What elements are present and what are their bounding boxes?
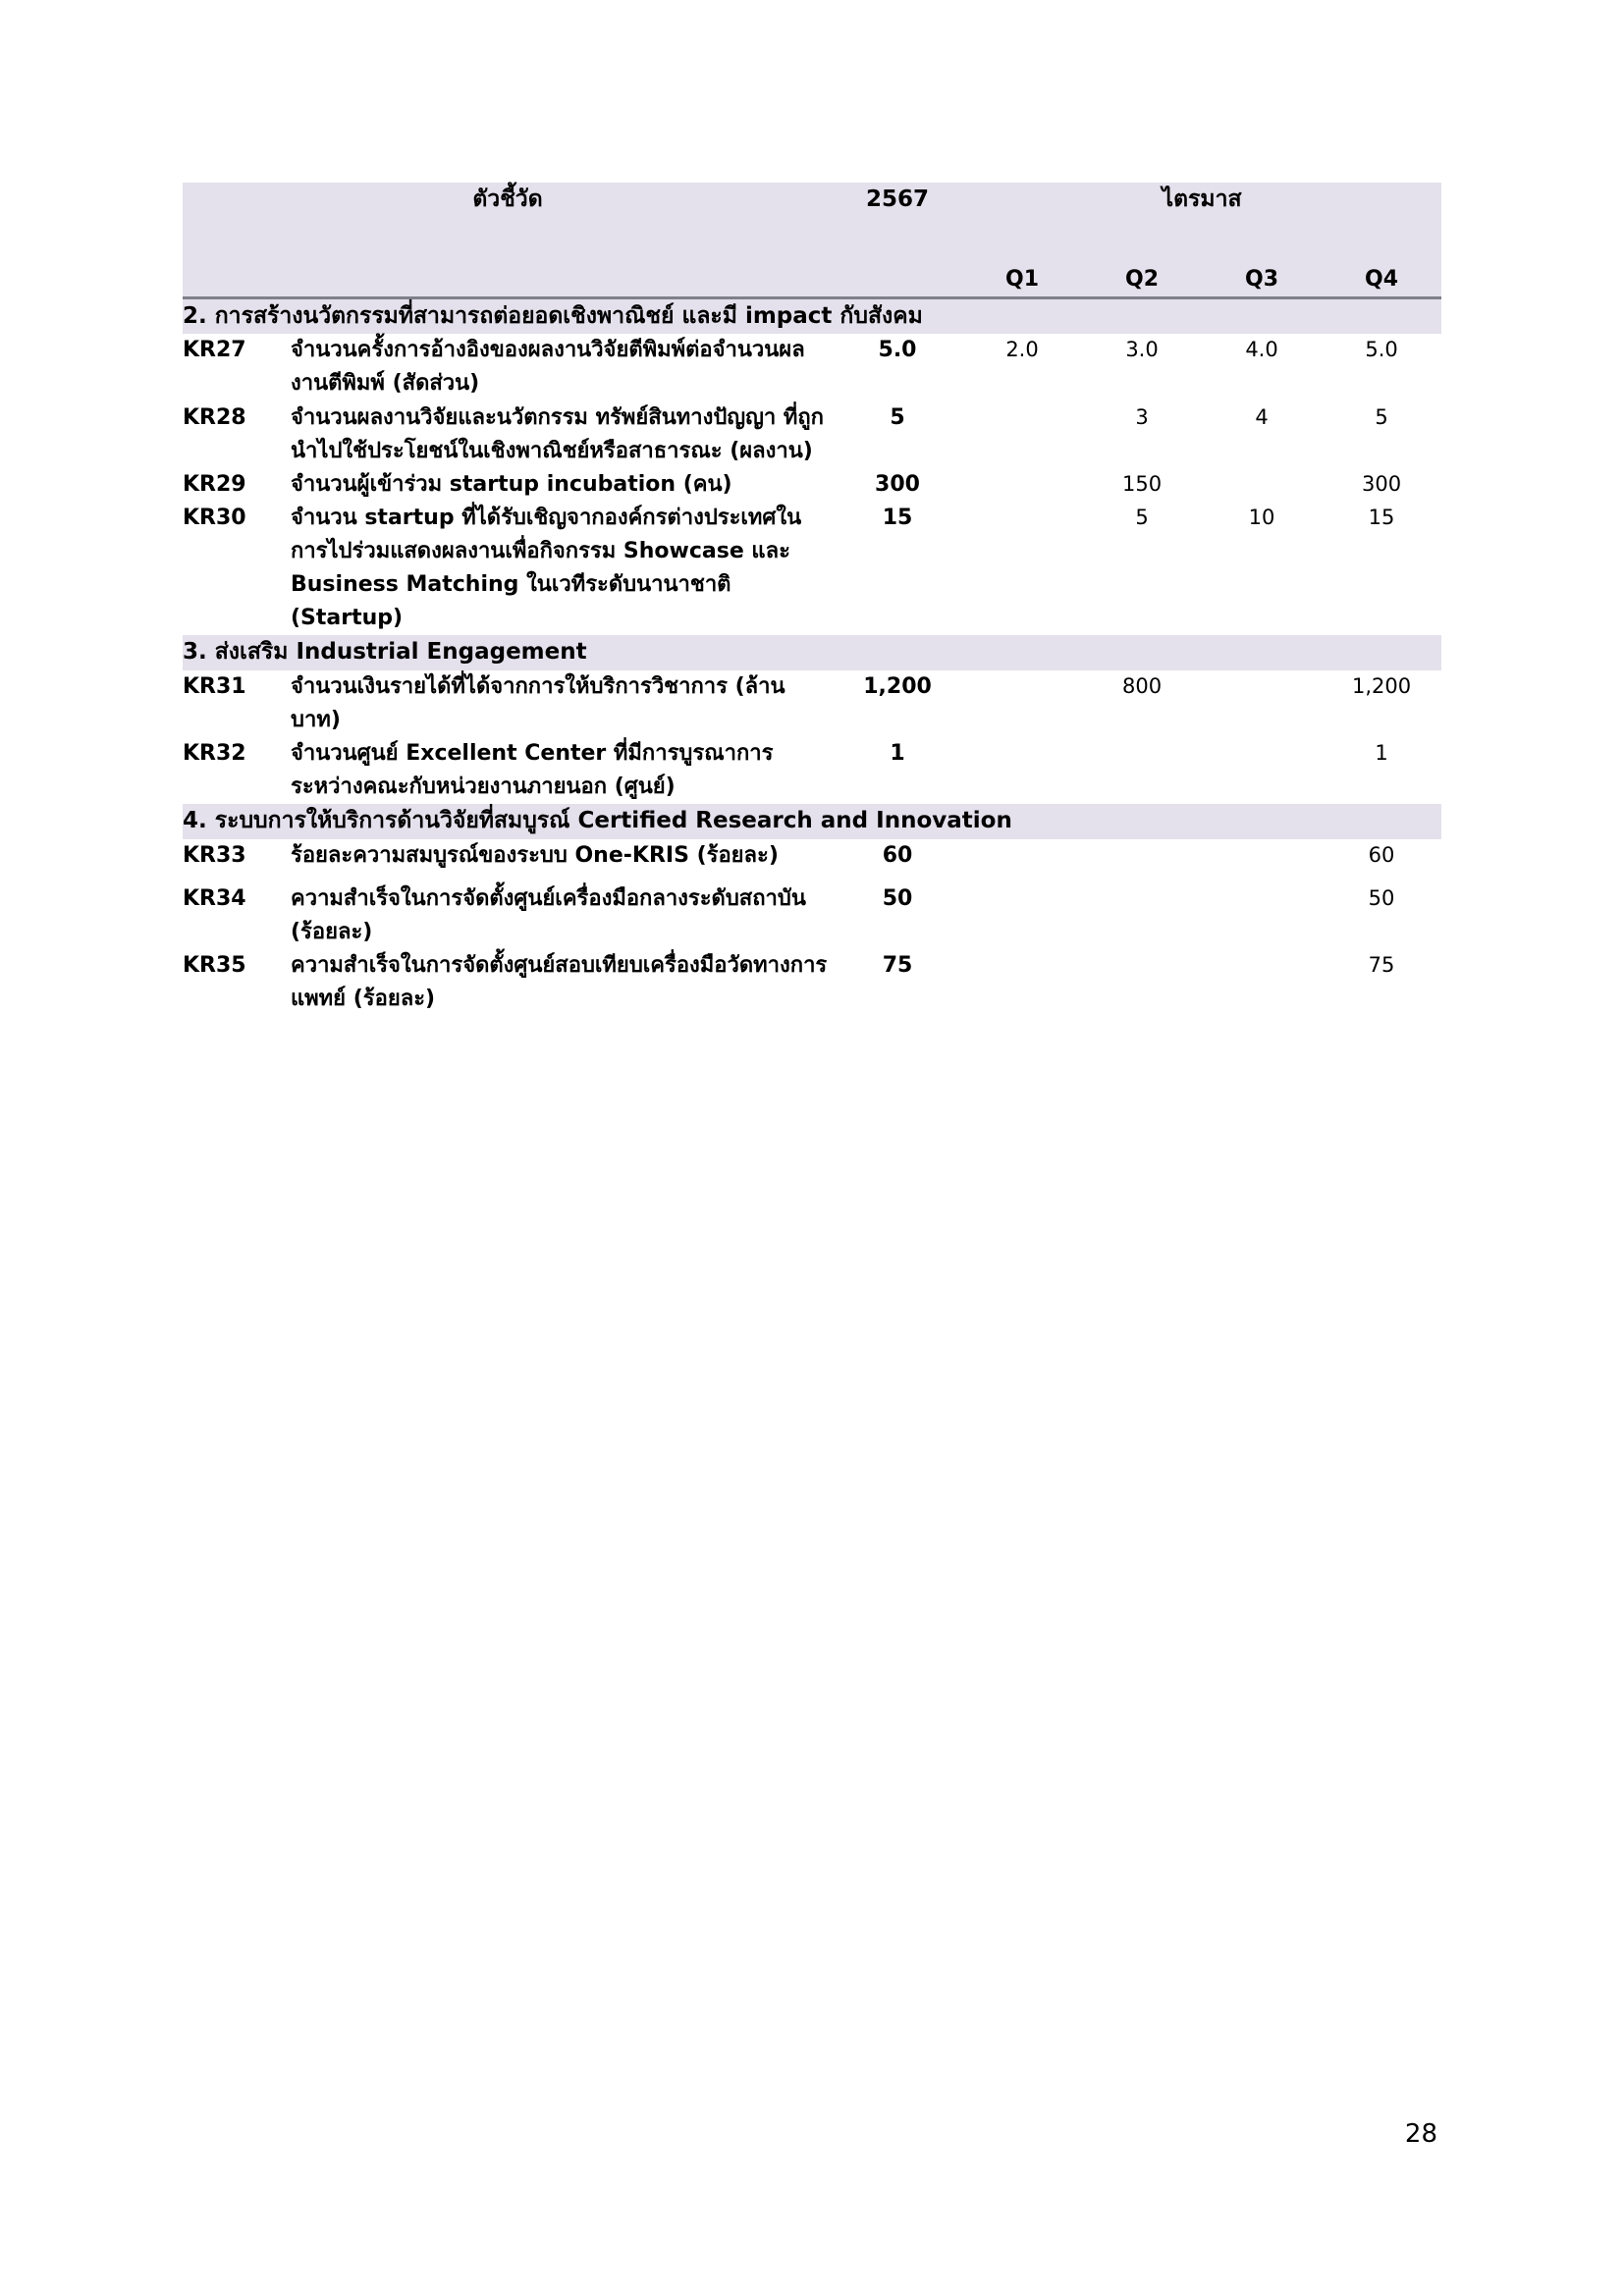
header-row-spacer <box>183 218 1441 263</box>
table-row <box>183 737 1441 804</box>
column-header-year: 2567 <box>833 183 962 218</box>
row-code: KR27 <box>183 334 291 400</box>
column-header-q2: Q2 <box>1082 263 1202 298</box>
row-q4: 1,200 <box>1322 670 1441 737</box>
row-target: 50 <box>833 873 962 949</box>
row-q3 <box>1202 468 1322 502</box>
row-q4: 50 <box>1322 873 1441 949</box>
header-spacer-left <box>183 218 962 263</box>
table-header <box>183 183 1441 297</box>
row-name: จำนวน startup ที่ได้รับเชิญจากองค์กรต่างประเทศในการไปร่วมแสดงผลงานเพื่อกิจกรรม Showcase และ Business Matching ในเวทีระดับนานาชาติ (Startup) <box>291 502 833 635</box>
section-header-row <box>183 804 1441 839</box>
row-q1: 2.0 <box>962 334 1082 400</box>
column-header-quarter-group: ไตรมาส <box>962 183 1441 218</box>
column-header-indicator: ตัวชี้วัด <box>183 183 833 218</box>
table-row <box>183 949 1441 1016</box>
row-q1 <box>962 839 1082 873</box>
section-title-3: 3. ส่งเสริม Industrial Engagement <box>183 635 1441 670</box>
table-row <box>183 839 1441 873</box>
column-header-q3: Q3 <box>1202 263 1322 298</box>
header-spacer-right <box>962 218 1441 263</box>
row-target: 75 <box>833 949 962 1016</box>
header-row-quarters <box>183 263 1441 298</box>
table-row <box>183 502 1441 635</box>
table-row <box>183 468 1441 502</box>
table-row <box>183 670 1441 737</box>
row-q2: 3 <box>1082 401 1202 468</box>
row-name: จำนวนครั้งการอ้างอิงของผลงานวิจัยตีพิมพ์ต่อจำนวนผลงานตีพิมพ์ (สัดส่วน) <box>291 334 833 400</box>
row-q1 <box>962 670 1082 737</box>
page-number: 28 <box>1404 2119 1437 2149</box>
row-name: จำนวนผู้เข้าร่วม startup incubation (คน) <box>291 468 833 502</box>
row-q3: 10 <box>1202 502 1322 635</box>
row-q3 <box>1202 737 1322 804</box>
row-name: ความสำเร็จในการจัดตั้งศูนย์เครื่องมือกลางระดับสถาบัน (ร้อยละ) <box>291 873 833 949</box>
row-code: KR34 <box>183 873 291 949</box>
row-target: 15 <box>833 502 962 635</box>
header-row-primary <box>183 183 1441 218</box>
row-q4: 300 <box>1322 468 1441 502</box>
kr-indicator-table <box>183 183 1441 1016</box>
row-q2: 800 <box>1082 670 1202 737</box>
table-body <box>183 297 1441 1016</box>
row-q2: 3.0 <box>1082 334 1202 400</box>
row-target: 60 <box>833 839 962 873</box>
row-target: 1 <box>833 737 962 804</box>
row-q1 <box>962 949 1082 1016</box>
row-target: 5.0 <box>833 334 962 400</box>
row-q2: 150 <box>1082 468 1202 502</box>
row-q3 <box>1202 949 1322 1016</box>
section-title-2: 2. การสร้างนวัตกรรมที่สามารถต่อยอดเชิงพาณิชย์ และมี impact กับสังคม <box>183 297 1441 334</box>
row-q3 <box>1202 873 1322 949</box>
row-q4: 5.0 <box>1322 334 1441 400</box>
row-q4: 60 <box>1322 839 1441 873</box>
row-q4: 5 <box>1322 401 1441 468</box>
row-name: ความสำเร็จในการจัดตั้งศูนย์สอบเทียบเครื่องมือวัดทางการแพทย์ (ร้อยละ) <box>291 949 833 1016</box>
header-blank-left <box>183 263 962 298</box>
section-header-row <box>183 635 1441 670</box>
row-q2 <box>1082 737 1202 804</box>
row-name: จำนวนผลงานวิจัยและนวัตกรรม ทรัพย์สินทางปัญญา ที่ถูกนำไปใช้ประโยชน์ในเชิงพาณิชย์หรือสาธารณะ (ผลงาน) <box>291 401 833 468</box>
row-code: KR31 <box>183 670 291 737</box>
row-q2 <box>1082 839 1202 873</box>
row-code: KR30 <box>183 502 291 635</box>
row-target: 5 <box>833 401 962 468</box>
row-q1 <box>962 401 1082 468</box>
table-row <box>183 401 1441 468</box>
row-q3: 4 <box>1202 401 1322 468</box>
section-header-row <box>183 297 1441 334</box>
table-row <box>183 873 1441 949</box>
row-target: 1,200 <box>833 670 962 737</box>
row-q4: 15 <box>1322 502 1441 635</box>
row-q1 <box>962 468 1082 502</box>
row-q3: 4.0 <box>1202 334 1322 400</box>
row-q3 <box>1202 839 1322 873</box>
table-row <box>183 334 1441 400</box>
row-name: จำนวนศูนย์ Excellent Center ที่มีการบูรณาการระหว่างคณะกับหน่วยงานภายนอก (ศูนย์) <box>291 737 833 804</box>
column-header-q1: Q1 <box>962 263 1082 298</box>
row-q3 <box>1202 670 1322 737</box>
row-q2: 5 <box>1082 502 1202 635</box>
row-code: KR28 <box>183 401 291 468</box>
row-q2 <box>1082 873 1202 949</box>
row-code: KR33 <box>183 839 291 873</box>
row-code: KR29 <box>183 468 291 502</box>
row-q1 <box>962 737 1082 804</box>
row-q2 <box>1082 949 1202 1016</box>
column-header-q4: Q4 <box>1322 263 1441 298</box>
row-q4: 1 <box>1322 737 1441 804</box>
kr-indicator-table-container <box>183 183 1441 1016</box>
row-name: ร้อยละความสมบูรณ์ของระบบ One-KRIS (ร้อยละ) <box>291 839 833 873</box>
row-name: จำนวนเงินรายได้ที่ได้จากการให้บริการวิชาการ (ล้านบาท) <box>291 670 833 737</box>
row-target: 300 <box>833 468 962 502</box>
row-q4: 75 <box>1322 949 1441 1016</box>
row-q1 <box>962 873 1082 949</box>
row-q1 <box>962 502 1082 635</box>
row-code: KR35 <box>183 949 291 1016</box>
section-title-4: 4. ระบบการให้บริการด้านวิจัยที่สมบูรณ์ Certified Research and Innovation <box>183 804 1441 839</box>
row-code: KR32 <box>183 737 291 804</box>
